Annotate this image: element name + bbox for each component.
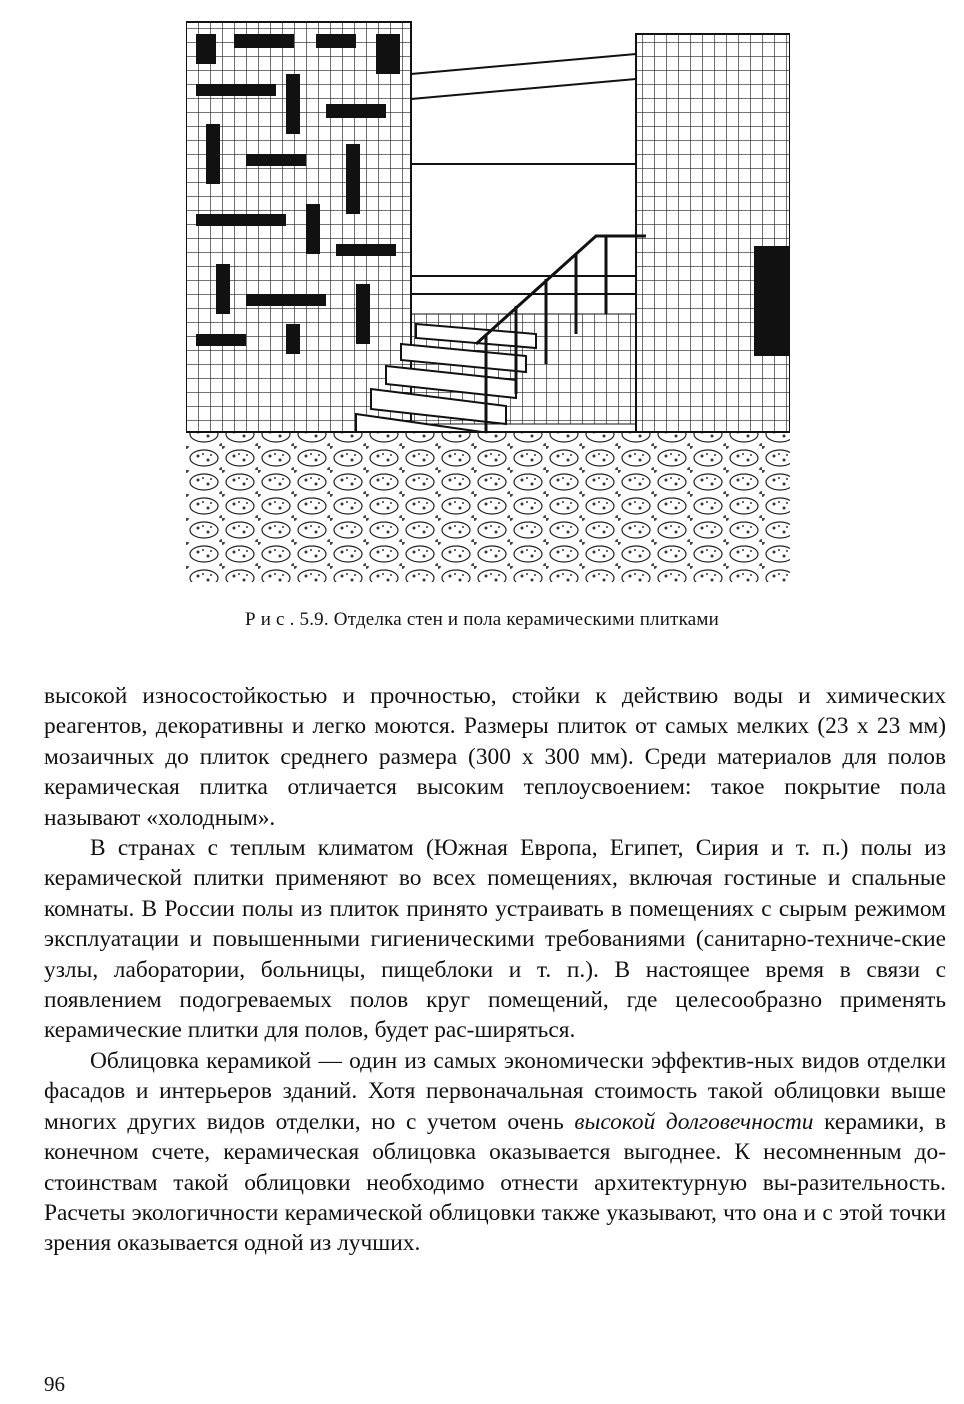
paragraph-3-start: Облицовка керамикой — один из самых экономически эффектив-ных видов отделки фасадов и интерьеров зданий. Хотя первоначальная стоимость такой облицовки выше многих других видов отделки, но с учетом очень (44, 1047, 946, 1135)
figure-caption: Р и с . 5.9. Отделка стен и пола керамическими плитками (245, 609, 719, 630)
emphasis-text: высокой долговечности (574, 1108, 814, 1135)
body-text (44, 681, 946, 1259)
tiled-interior-drawing (186, 14, 790, 582)
paragraph-3 (44, 1046, 946, 1259)
page-number: 96 (44, 1372, 65, 1396)
paragraph-3-end: керамики, в конечном счете, керамическая облицовка оказывается выгоднее. К несомненным до-стоинствам такой облицовки необходимо отнести архитектурную вы-разительность. Расчеты экологичности керамической облицовки также указывают, что она и с этой точки зрения оказывается одной из лучших. (44, 1108, 946, 1257)
paragraph-1: высокой износостойкостью и прочностью, стойки к действию воды и химических реагентов, декоративны и легко моются. Размеры плиток от самых мелких (23 х 23 мм) мозаичных до плиток среднего размера (300 х 300 мм). Среди материалов для полов керамическая плитка отличается высоким теплоусвоением: такое покрытие пола называют «холодным». (44, 683, 946, 831)
paragraph-2: В странах с теплым климатом (Южная Европа, Египет, Сирия и т. п.) полы из керамической плитки применяют во всех помещениях, включая гостиные и спальные комнаты. В России полы из плиток принято устраивать в помещениях с сырым режимом эксплуатации и повышенными гигиеническими требованиями (санитарно-техниче-ские узлы, лаборатории, больницы, пищеблоки и т. п.). В настоящее время в связи с появлением подогреваемых полов круг помещений, где целесообразно применять керамические плитки для полов, будет рас-ширяться. (44, 835, 946, 1044)
figure-illustration (186, 14, 790, 582)
